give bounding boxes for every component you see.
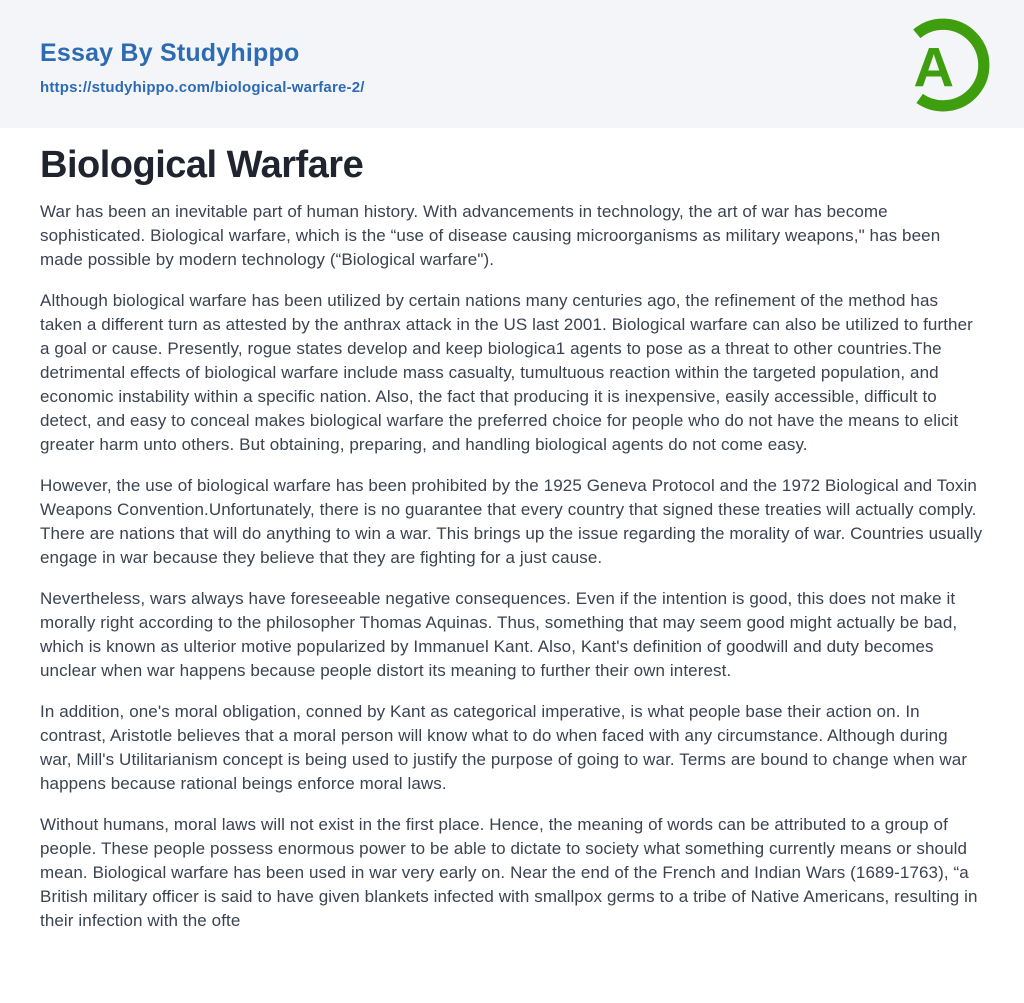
essay-paragraph-6: Without humans, moral laws will not exist in the first place. Hence, the meaning of words can be attributed to a group of people. These people possess enormous power to be able to dictate to society what something currently means or should mean. Biological warfare has been used in war very early on. Near the end of the French and Indian Wars (1689-1763), “a British military officer is said to have given blankets infected with smallpox germs to a tribe of Native Americans, resulting in their infection with the ofte — [40, 815, 978, 930]
essay-paragraph-4: Nevertheless, wars always have foreseeable negative consequences. Even if the intention is good, this does not make it morally right according to the philosopher Thomas Aquinas. Thus, something that may seem good might actually be bad, which is known as ulterior motive popularized by Immanuel Kant. Also, Kant's definition of goodwill and duty becomes unclear when war happens because people distort its meaning to further their own interest. — [40, 589, 958, 680]
logo-arc-icon — [892, 14, 994, 116]
essay-content — [0, 128, 1024, 933]
essay-paragraph-5: In addition, one's moral obligation, conned by Kant as categorical imperative, is what people base their action on. In contrast, Aristotle believes that a moral person will know what to do when faced with any circumstance. Although during war, Mill's Utilitarianism concept is being used to justify the purpose of going to war. Terms are bound to change when war happens because rational beings enforce moral laws. — [40, 702, 968, 793]
essay-title: Biological Warfare — [40, 144, 364, 186]
header-text — [40, 33, 365, 96]
studyhippo-logo — [892, 14, 994, 116]
essay-paragraph-2: Although biological warfare has been utilized by certain nations many centuries ago, the refinement of the method has taken a different turn as attested by the anthrax attack in the US last 2001. Biological warfare can also be utilized to further a goal or cause. Presently, rogue states develop and keep biologica1 agents to pose as a threat to other countries.The detrimental effects of biological warfare include mass casualty, tumultuous reaction within the targeted population, and economic instability within a specific nation. Also, the fact that producing it is inexpensive, easily accessible, difficult to detect, and easy to conceal makes biological warfare the preferred choice for people who do not have the means to elicit greater harm unto others. But obtaining, preparing, and handling biological agents do not come easy. — [40, 291, 973, 454]
essay-paragraph-1: War has been an inevitable part of human history. With advancements in technology, the art of war has become sophisticated. Biological warfare, which is the “use of disease causing microorganisms as military weapons," has been made possible by modern technology (“Biological warfare"). — [40, 202, 941, 269]
site-title: Essay By Studyhippo — [40, 38, 300, 67]
header — [0, 0, 1024, 128]
essay-paragraph-3: However, the use of biological warfare has been prohibited by the 1925 Geneva Protocol and the 1972 Biological and Toxin Weapons Convention.Unfortunately, there is no guarantee that every country that signed these treaties will actually comply. There are nations that will do anything to win a war. This brings up the issue regarding the morality of war. Countries usually engage in war because they believe that they are fighting for a just cause. — [40, 476, 983, 567]
logo-letter: A — [913, 35, 955, 99]
essay-url-link[interactable]: https://studyhippo.com/biological-warfare-2/ — [40, 78, 365, 96]
